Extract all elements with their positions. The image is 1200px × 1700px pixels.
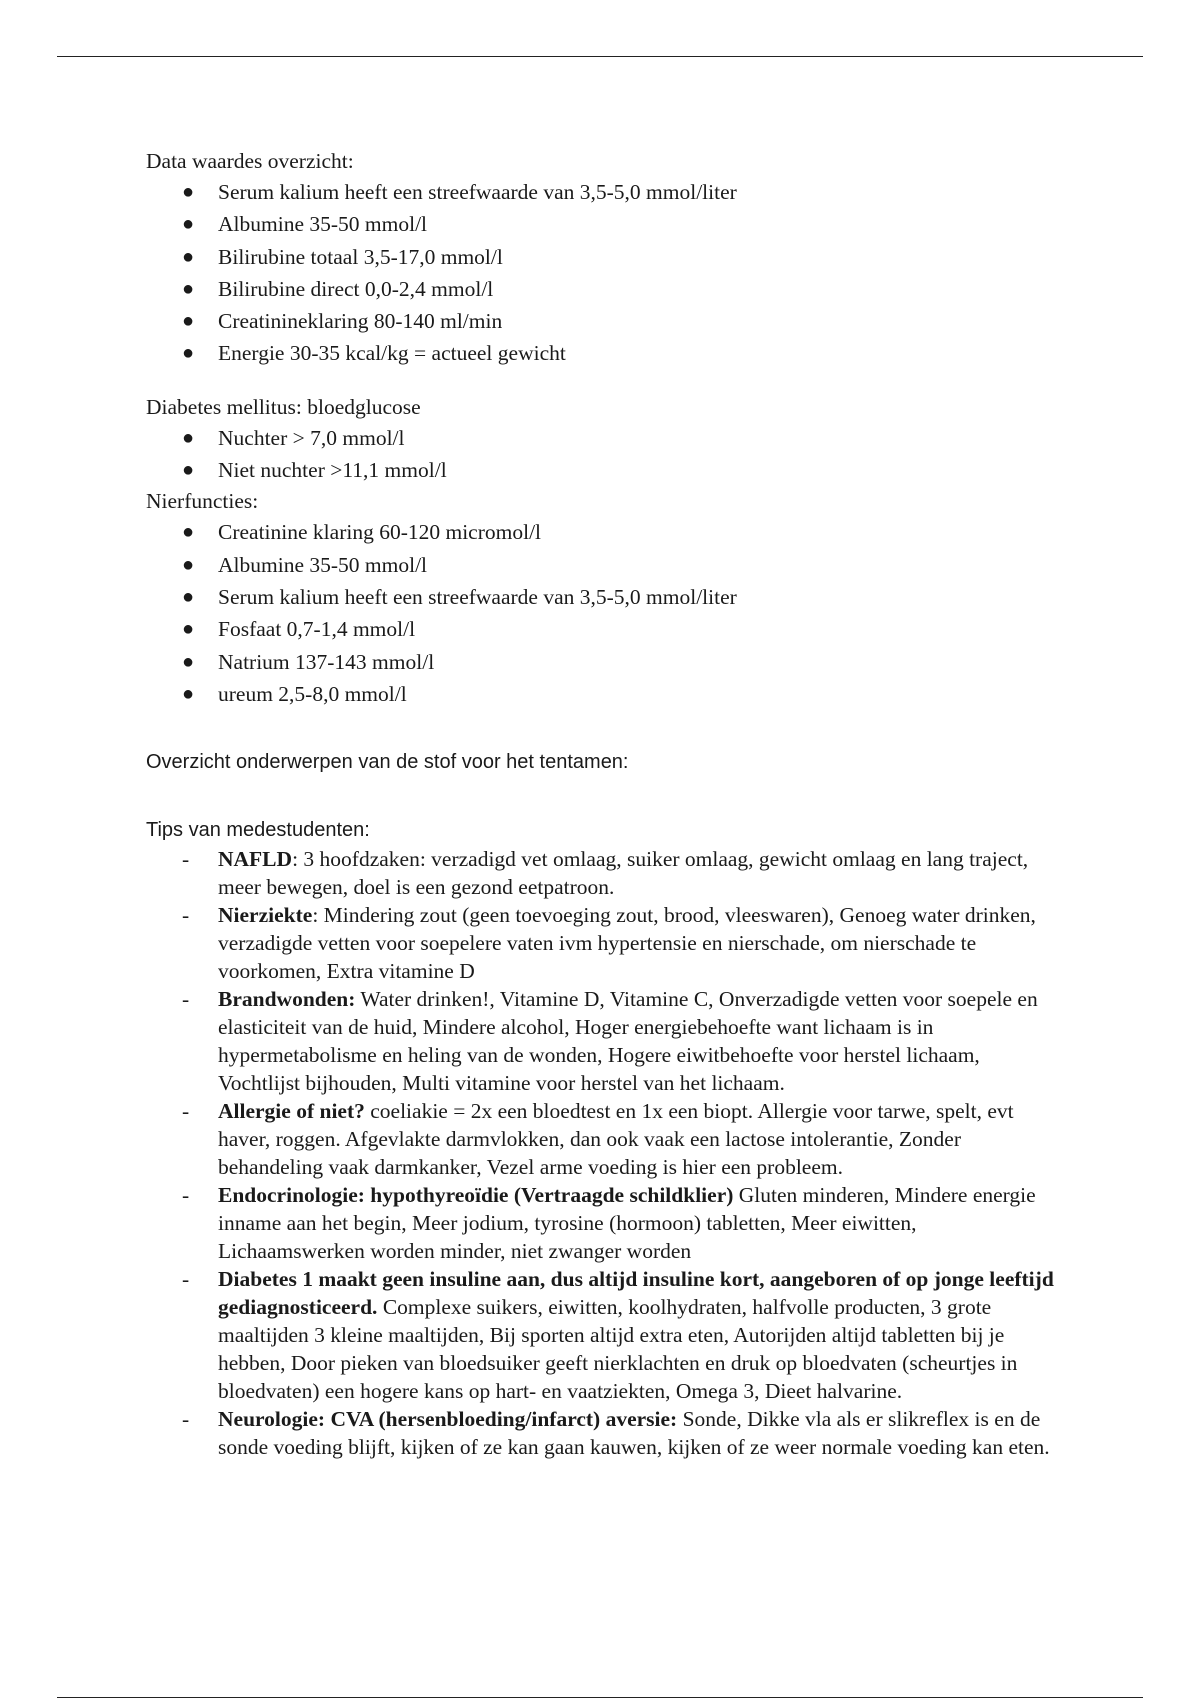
dash-bullet: - bbox=[182, 903, 190, 928]
bullet-icon: ● bbox=[182, 618, 195, 641]
bullet-icon: ● bbox=[182, 181, 195, 203]
kidney-list bbox=[146, 516, 1066, 710]
list-item: ● Albumine 35-50 mmol/l bbox=[146, 208, 1066, 240]
bullet-icon: ● bbox=[182, 245, 195, 268]
bullet-icon: ● bbox=[182, 459, 195, 482]
bullet-icon: ● bbox=[182, 310, 195, 333]
list-item: - Diabetes 1 maakt geen insuline aan, dus altijd insuline kort, aangeboren of op jonge leeftijd gediagnosticeerd. Complexe suikers, eiwitten, koolhydraten, halfvolle producten, 3 grote maaltijden 3 kleine maaltijden, Bij sporten altijd extra eten, Autorijden altijd tabletten bij je hebben, Door pieken van bloedsuiker geeft nierklachten en druk op bloedvaten (scheurtjes in bloedvaten) een hogere kans op hart- en vaatziekten, Omega 3, Dieet halvarine. bbox=[182, 1267, 1054, 1404]
list-item: ● Energie 30-35 kcal/kg = actueel gewicht bbox=[146, 337, 1066, 369]
list-item: ● Albumine 35-50 mmol/l bbox=[146, 549, 1066, 581]
list-item: ● Bilirubine direct 0,0-2,4 mmol/l bbox=[146, 273, 1066, 305]
list-item: ● Niet nuchter >11,1 mmol/l bbox=[146, 454, 1066, 486]
bullet-icon: ● bbox=[182, 553, 195, 576]
list-item: - Neurologie: CVA (hersenbloeding/infarct) aversie: Sonde, Dikke vla als er slikreflex is en de sonde voeding blijft, kijken of ze kan gaan kauwen, kijken of ze weer normale voeding kan eten. bbox=[182, 1407, 1050, 1460]
bullet-icon: ● bbox=[182, 585, 195, 608]
list-item: - Brandwonden: Water drinken!, Vitamine D, Vitamine C, Onverzadigde vetten voor soepele en elasticiteit van de huid, Mindere alcohol, Hoger energiebehoefte want lichaam is in hypermetabolisme en heling van de wonden, Hogere eiwitbehoefte voor herstel lichaam, Vochtlijst bijhouden, Multi vitamine voor herstel van het lichaam. bbox=[182, 987, 1038, 1096]
list-item: - Endocrinologie: hypothyreoïdie (Vertraagde schildklier) Gluten minderen, Mindere energie inname aan het begin, Meer jodium, tyrosine (hormoon) tabletten, Meer eiwitten, Lichaamswerken worden minder, niet zwanger worden bbox=[182, 1183, 1036, 1264]
kidney-heading: Nierfuncties: bbox=[146, 489, 259, 514]
diabetes-heading: Diabetes mellitus: bloedglucose bbox=[146, 394, 421, 419]
top-rule bbox=[57, 56, 1143, 57]
dash-bullet: - bbox=[182, 1183, 190, 1208]
spacer bbox=[146, 370, 1066, 392]
bullet-icon: ● bbox=[182, 342, 195, 365]
list-item: ● Bilirubine totaal 3,5-17,0 mmol/l bbox=[146, 241, 1066, 273]
overview-heading: Overzicht onderwerpen van de stof voor het tentamen: bbox=[146, 751, 629, 774]
list-item: ● Fosfaat 0,7-1,4 mmol/l bbox=[146, 613, 1066, 645]
list-item: ● Creatinineklaring 80-140 ml/min bbox=[146, 305, 1066, 337]
dash-bullet: - bbox=[182, 987, 190, 1012]
list-item: ● ureum 2,5-8,0 mmol/l bbox=[146, 678, 1066, 710]
dash-bullet: - bbox=[182, 1267, 190, 1292]
bullet-icon: ● bbox=[182, 682, 195, 705]
bullet-icon: ● bbox=[182, 426, 195, 449]
document-page bbox=[146, 146, 1066, 1461]
diabetes-list bbox=[146, 422, 1066, 487]
list-item: - Nierziekte: Mindering zout (geen toevoeging zout, brood, vleeswaren), Genoeg water drinken, verzadigde vetten voor soepelere vaten ivm hypertensie en nierschade, om nierschade te voorkomen, Extra vitamine D bbox=[182, 903, 1036, 984]
list-item: ● Nuchter > 7,0 mmol/l bbox=[146, 422, 1066, 454]
spacer bbox=[146, 710, 1066, 747]
list-item: ● Serum kalium heeft een streefwaarde van 3,5-5,0 mmol/liter bbox=[146, 581, 1066, 613]
data-values-heading: Data waardes overzicht: bbox=[146, 149, 354, 173]
tips-list bbox=[146, 845, 1066, 1461]
data-values-list bbox=[146, 176, 1066, 370]
dash-bullet: - bbox=[182, 1407, 190, 1432]
dash-bullet: - bbox=[182, 847, 190, 872]
tips-heading: Tips van medestudenten: bbox=[146, 819, 370, 842]
list-item: ● Serum kalium heeft een streefwaarde van 3,5-5,0 mmol/liter bbox=[146, 176, 1066, 208]
list-item: - NAFLD: 3 hoofdzaken: verzadigd vet omlaag, suiker omlaag, gewicht omlaag en lang traject, meer bewegen, doel is een gezond eetpatroon. bbox=[182, 847, 1029, 900]
list-item: - Allergie of niet? coeliakie = 2x een bloedtest en 1x een biopt. Allergie voor tarwe, spelt, evt haver, roggen. Afgevlakte darmvlokken, dan ook vaak een lactose intolerantie, Zonder behandeling vaak darmkanker, Vezel arme voeding is hier een probleem. bbox=[182, 1099, 1014, 1180]
bullet-icon: ● bbox=[182, 277, 195, 300]
bullet-icon: ● bbox=[182, 650, 195, 673]
dash-bullet: - bbox=[182, 1099, 190, 1124]
list-item: ● Creatinine klaring 60-120 micromol/l bbox=[146, 516, 1066, 548]
bottom-rule bbox=[57, 1697, 1143, 1698]
bullet-icon: ● bbox=[182, 213, 195, 236]
bullet-icon: ● bbox=[182, 521, 195, 544]
list-item: ● Natrium 137-143 mmol/l bbox=[146, 646, 1066, 678]
spacer bbox=[146, 777, 1066, 815]
